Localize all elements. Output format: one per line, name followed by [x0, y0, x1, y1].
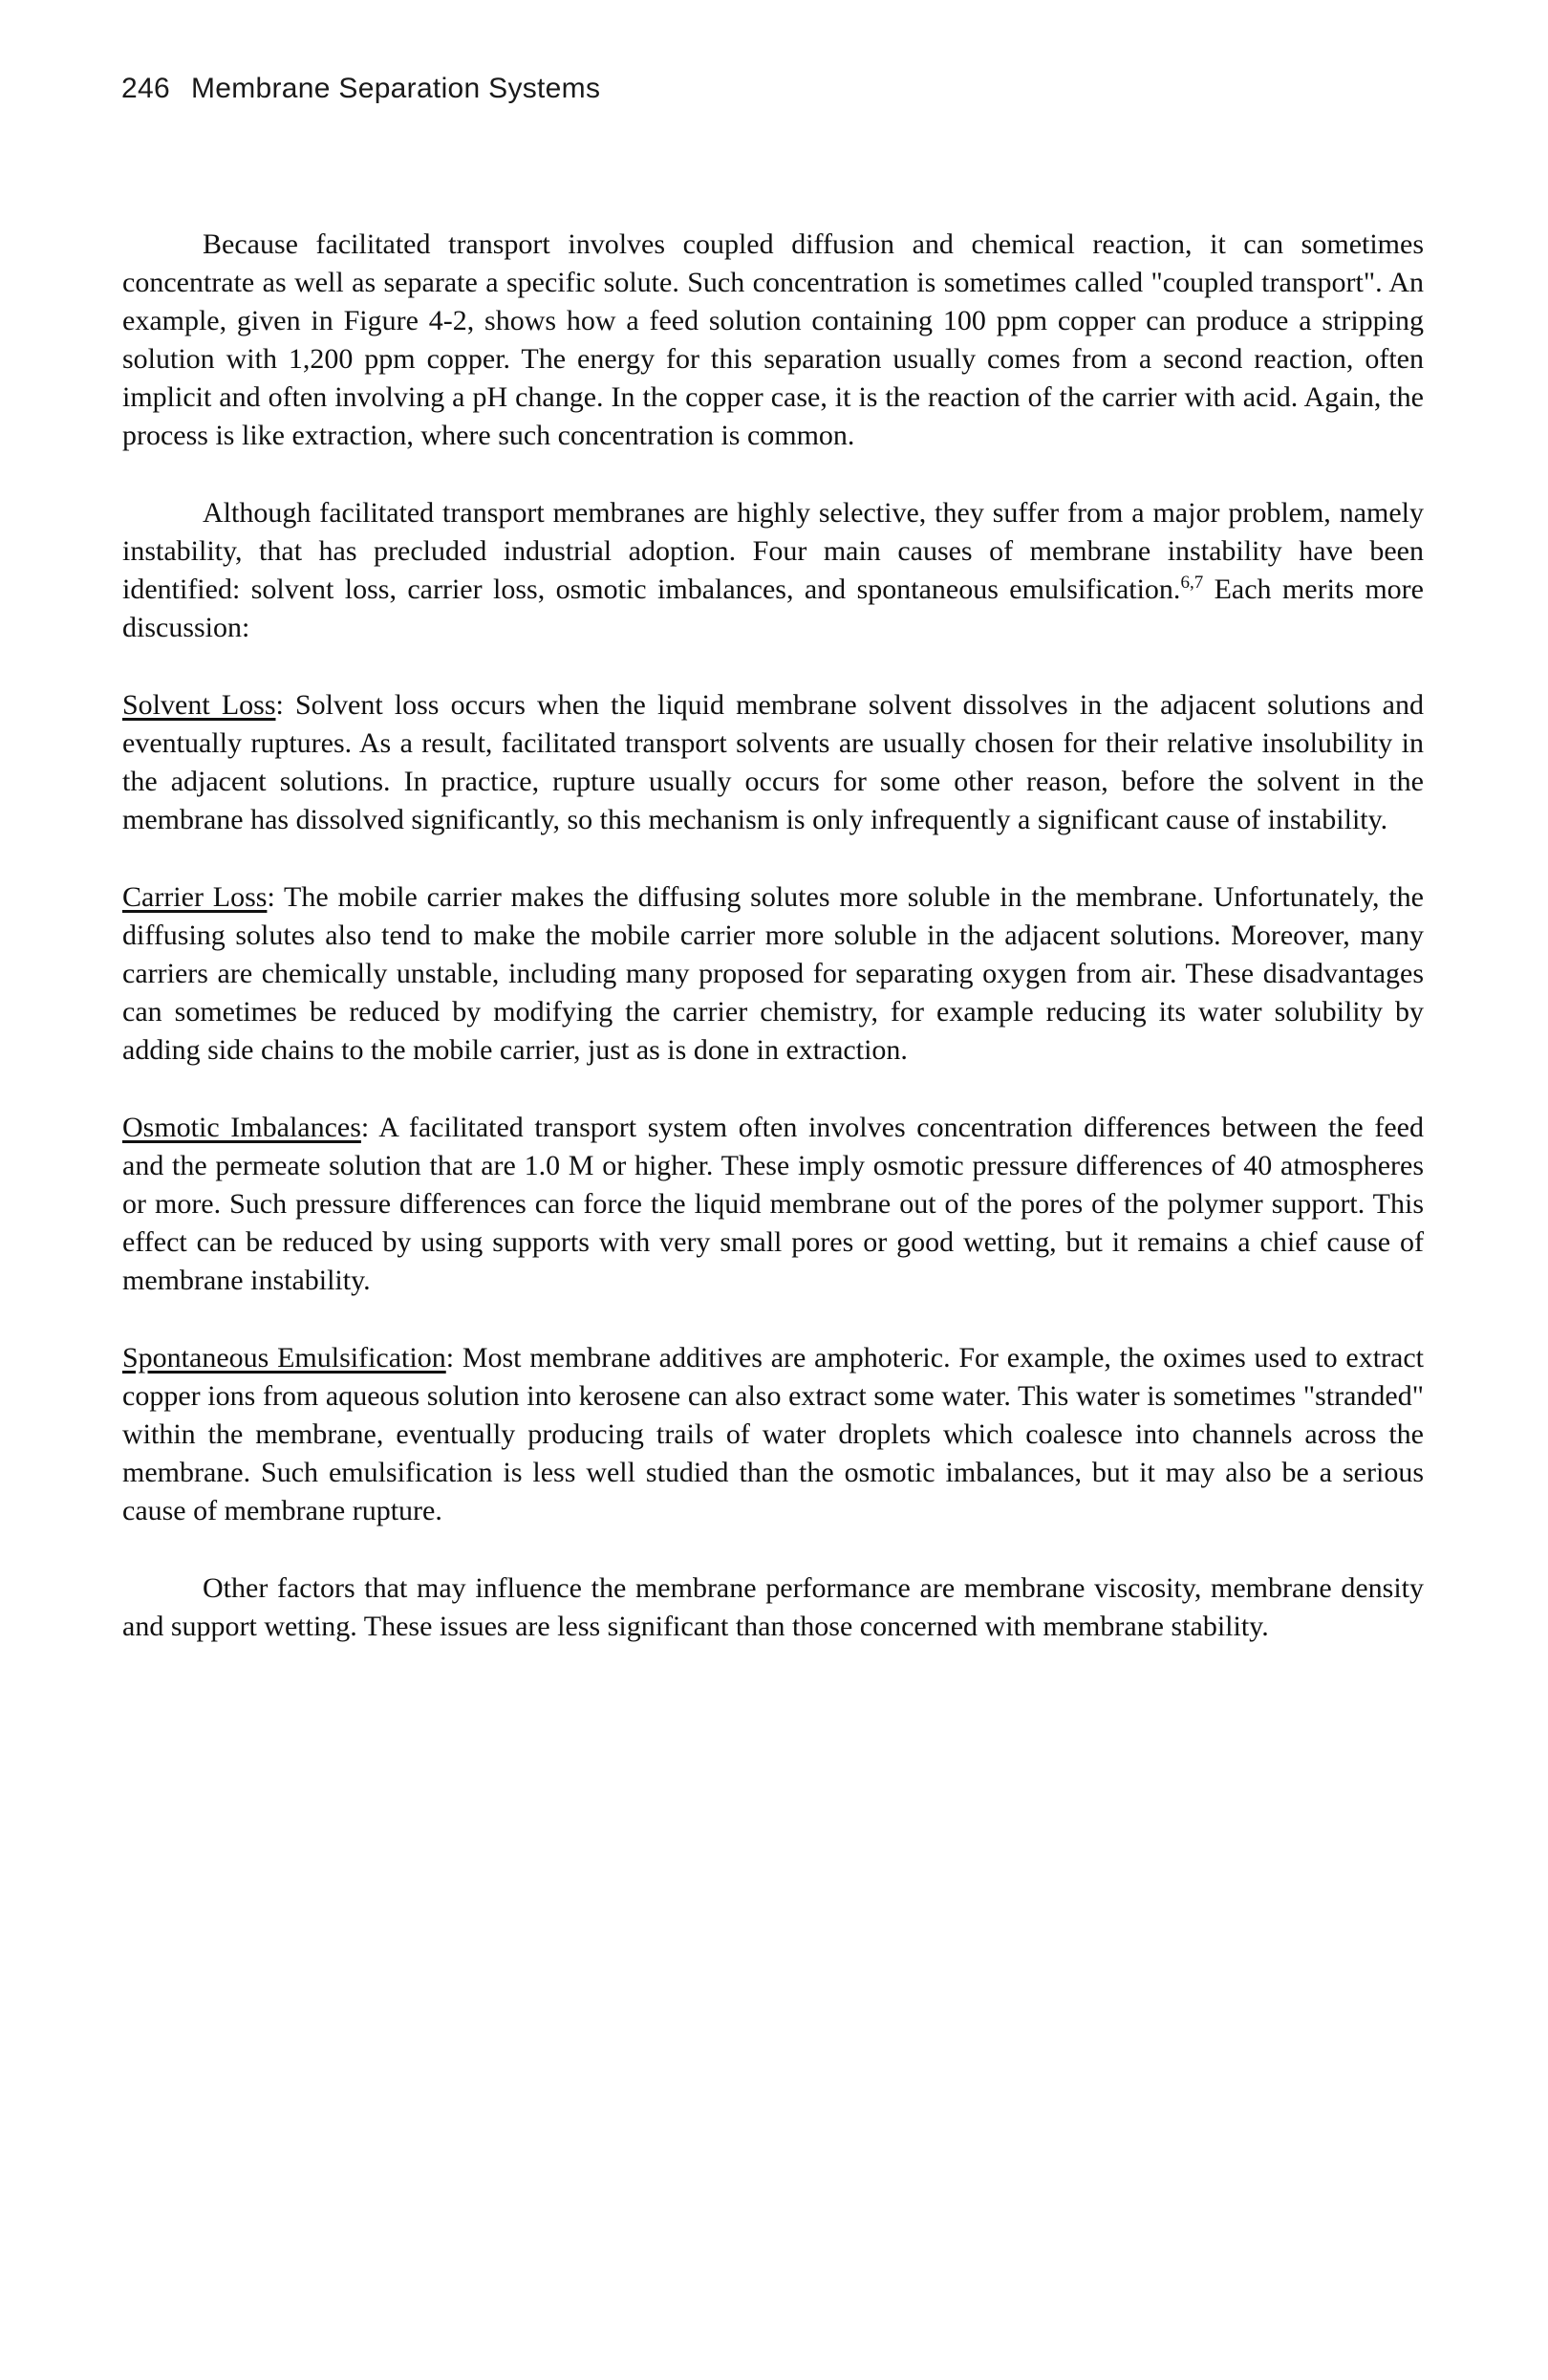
- instability-text: Although facilitated transport membranes are highly selective, they suffer from a major problem, namely instability, that has precluded industrial adoption. Four main causes of membrane instability have been identified: solvent loss, carrier loss, osmotic imbalances, and spontaneous emulsification.: [122, 497, 1424, 605]
- carrier-loss-heading: Carrier Loss: [122, 881, 268, 913]
- spontaneous-emulsification-text: : Most membrane additives are amphoteric. For example, the oximes used to extract copper ions from aqueous solution into kerosene can also extract some water. This water is sometimes "stranded" within the membrane, eventually producing trails of water droplets which coalesce into channels across the membrane. Such emulsification is less well studied than the osmotic imbalances, but it may also be a serious cause of membrane rupture.: [122, 1342, 1424, 1526]
- spontaneous-emulsification-heading: Spontaneous Emulsification: [122, 1342, 446, 1374]
- paragraph-solvent-loss: [122, 686, 1424, 839]
- reference-superscript: 6,7: [1180, 573, 1204, 593]
- osmotic-imbalances-text: : A facilitated transport system often involves concentration differences between the feed and the permeate solution that are 1.0 M or higher. These imply osmotic pressure differences of 40 atmospheres or more. Such pressure differences can force the liquid membrane out of the pores of the polymer support. This effect can be reduced by using supports with very small pores or good wetting, but it remains a chief cause of membrane instability.: [122, 1112, 1424, 1296]
- osmotic-imbalances-heading: Osmotic Imbalances: [122, 1112, 361, 1143]
- running-head: [121, 73, 600, 105]
- solvent-loss-text: : Solvent loss occurs when the liquid membrane solvent dissolves in the adjacent solutions and eventually ruptures. As a result, facilitated transport solvents are usually chosen for their relative insolubility in the adjacent solutions. In practice, rupture usually occurs for some other reason, before the solvent in the membrane has dissolved significantly, so this mechanism is only infrequently a significant cause of instability.: [122, 689, 1424, 835]
- paragraph-carrier-loss: [122, 878, 1424, 1070]
- body-text: [122, 226, 1424, 1646]
- paragraph-spontaneous-emulsification: [122, 1339, 1424, 1530]
- paragraph-instability: [122, 494, 1424, 647]
- running-title: Membrane Separation Systems: [190, 73, 601, 104]
- carrier-loss-text: : The mobile carrier makes the diffusing solutes more soluble in the membrane. Unfortunately, the diffusing solutes also tend to make the mobile carrier more soluble in the adjacent solutions. Moreover, many carriers are chemically unstable, including many proposed for separating oxygen from air. These disadvantages can sometimes be reduced by modifying the carrier chemistry, for example reducing its water solubility by adding side chains to the mobile carrier, just as is done in extraction.: [122, 881, 1425, 1066]
- solvent-loss-heading: Solvent Loss: [122, 689, 276, 721]
- page-number: 246: [121, 73, 170, 104]
- paragraph-osmotic-imbalances: [122, 1109, 1424, 1300]
- paragraph-other-factors: Other factors that may influence the membrane performance are membrane viscosity, membrane density and support wetting. These issues are less significant than those concerned with membrane stability.: [122, 1572, 1424, 1642]
- paragraph-coupled-transport: Because facilitated transport involves coupled diffusion and chemical reaction, it can sometimes concentrate as well as separate a specific solute. Such concentration is sometimes called "coupled transport". An example, given in Figure 4-2, shows how a feed solution containing 100 ppm copper can produce a stripping solution with 1,200 ppm copper. The energy for this separation usually comes from a second reaction, often implicit and often involving a pH change. In the copper case, it is the reaction of the carrier with acid. Again, the process is like extraction, where such concentration is common.: [122, 228, 1424, 451]
- instability-tail: Each merits more discussion:: [122, 573, 1424, 643]
